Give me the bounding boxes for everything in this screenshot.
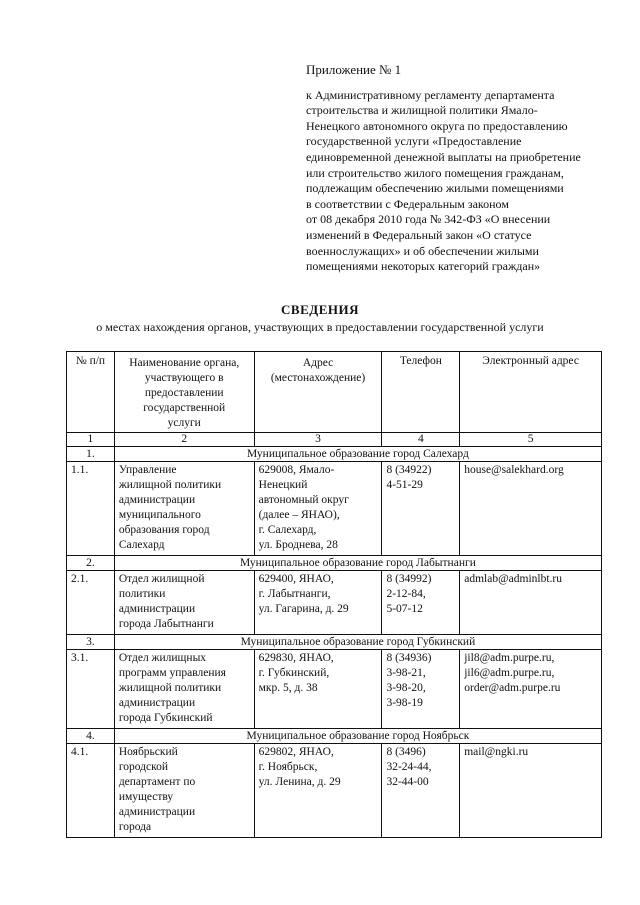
appendix-line: помещениями некоторых категорий граждан» [306,259,541,274]
appendix-line: от 08 декабря 2010 года № 342-ФЗ «О внесении [306,212,551,227]
agency-address [254,462,382,556]
agency-phone-line: 8 (34992) [386,573,432,585]
agency-phone-line: 3-98-19 [386,697,423,709]
appendix-line: изменений в Федеральный закон «О статусе [306,227,532,242]
agency-phone-line: 8 (34936) [386,652,432,664]
agency-address-line: ул. Гагарина, д. 29 [258,603,349,615]
agency-address-line: 629830, ЯНАО, [258,652,334,664]
table-row [67,744,602,838]
agency-name-line: администрации [118,697,196,709]
agency-phone [382,744,460,838]
agency-email [460,744,602,838]
agency-name-line: администрации [118,603,196,615]
agency-name-line: муниципального [118,509,201,521]
agency-address-line: автономный округ [258,494,349,506]
agency-name [114,462,254,556]
row-number: 3.1. [67,650,115,729]
appendix-block [306,62,606,275]
agency-phone-line: 32-24-44, [386,761,432,773]
column-number: 4 [382,433,460,447]
agency-phone [382,462,460,556]
agency-phone-line: 8 (34922) [386,464,432,476]
agency-email-line: house@salekhard.org [464,464,564,476]
agency-address-line: (далее – ЯНАО), [258,509,340,521]
row-number: 2.1. [67,571,115,635]
appendix-title: Приложение № 1 [306,62,402,77]
agency-address-line: г. Ноябрьск, [258,761,318,773]
agency-email-line: admlab@adminlbt.ru [464,573,563,585]
header-name-line: государственной [143,402,226,414]
agency-name-line: образования город [118,524,210,536]
agency-name-line: администрации [118,806,196,818]
agency-email-line: jil8@adm.purpe.ru, [464,652,555,664]
appendix-line: единовременной денежной выплаты на приобретение [306,149,581,164]
table-row [67,462,602,556]
agency-name-line: политики [118,588,166,600]
agency-address [254,650,382,729]
agency-name [114,650,254,729]
document-heading: СВЕДЕНИЯ [281,302,359,317]
appendix-line: в соответствии с Федеральным законом [306,196,509,211]
agency-email [460,571,602,635]
agency-phone-line: 4-51-29 [386,479,423,491]
table-header-row [67,352,602,433]
section-number: 4. [67,729,115,744]
agency-name-line: Салехард [118,539,165,551]
agency-email-line: order@adm.purpe.ru [464,682,561,694]
agencies-table [66,351,602,838]
appendix-line: Ненецкого автономного округа по предоставлению [306,118,568,133]
agency-name-line: администрации [118,494,196,506]
agency-phone-line: 3-98-21, [386,667,426,679]
agency-address-line: мкр. 5, д. 38 [258,682,318,694]
agency-name-line: Отдел жилищной [118,573,205,585]
header-name-line: предоставлении [144,387,224,399]
row-number: 1.1. [67,462,115,556]
section-row [67,635,602,650]
header-name-line: услуги [167,417,201,429]
appendix-line: строительства и жилищной политики Ямало- [306,103,538,118]
agency-email-line: mail@ngki.ru [464,746,529,758]
section-row [67,556,602,571]
header-email: Электронный адрес [460,352,602,433]
agency-name-line: Управление [118,464,177,476]
document-subheading: о местах нахождения органов, участвующих в предоставлении государственной услуги [96,320,544,334]
header-address-line: (местонахождение) [270,372,366,384]
agency-address-line: 629400, ЯНАО, [258,573,334,585]
agency-name [114,744,254,838]
agency-address-line: ул. Ленина, д. 29 [258,776,341,788]
header-name-line: Наименование органа, [129,357,240,369]
appendix-line: государственной услуги «Предоставление [306,134,522,149]
agency-name-line: программ управления [118,667,226,679]
agency-name-line: имуществу [118,791,174,803]
agency-phone-line: 2-12-84, [386,588,426,600]
agency-name-line: жилищной политики [118,479,222,491]
agency-address-line: г. Губкинский, [258,667,330,679]
appendix-text [306,88,606,275]
header-address [254,352,382,433]
agency-name-line: города Лабытнанги [118,618,214,630]
section-title: Муниципальное образование город Салехард [114,447,601,462]
agency-address-line: Ненецкий [258,479,308,491]
agency-phone-line: 5-07-12 [386,603,423,615]
agency-address [254,571,382,635]
appendix-line: к Административному регламенту департамента [306,87,555,102]
agency-email-line: jil6@adm.purpe.ru, [464,667,555,679]
agency-address [254,744,382,838]
section-number: 2. [67,556,115,571]
agency-address-line: ул. Броднева, 28 [258,539,338,551]
agency-name-line: города [118,821,152,833]
agency-name-line: Отдел жилищных [118,652,207,664]
header-phone: Телефон [382,352,460,433]
column-number: 2 [114,433,254,447]
agency-address-line: 629802, ЯНАО, [258,746,334,758]
table-row [67,571,602,635]
agency-name-line: городской [118,761,169,773]
agency-email [460,462,602,556]
agency-phone [382,571,460,635]
agency-name-line: жилищной политики [118,682,222,694]
section-row [67,447,602,462]
appendix-line: подлежащим обеспечению жилыми помещениями [306,181,564,196]
table-row [67,650,602,729]
agency-phone [382,650,460,729]
agency-address-line: г. Лабытнанги, [258,588,331,600]
section-title: Муниципальное образование город Губкинский [114,635,601,650]
section-row [67,729,602,744]
section-number: 1. [67,447,115,462]
column-number-row [67,433,602,447]
section-number: 3. [67,635,115,650]
section-title: Муниципальное образование город Лабытнанги [114,556,601,571]
agency-name [114,571,254,635]
agency-phone-line: 8 (3496) [386,746,426,758]
column-number: 1 [67,433,115,447]
agency-email [460,650,602,729]
agency-phone-line: 32-44-00 [386,776,429,788]
header-num: № п/п [67,352,115,433]
column-number: 5 [460,433,602,447]
column-number: 3 [254,433,382,447]
agency-phone-line: 3-98-20, [386,682,426,694]
agency-name-line: Ноябрьский [118,746,178,758]
section-title: Муниципальное образование город Ноябрьск [114,729,601,744]
header-name [114,352,254,433]
agency-name-line: департамент по [118,776,196,788]
header-name-line: участвующего в [144,372,224,384]
agency-address-line: 629008, Ямало- [258,464,335,476]
agency-address-line: г. Салехард, [258,524,317,536]
agency-name-line: города Губкинский [118,712,213,724]
header-address-line: Адрес [302,357,334,369]
appendix-line: военнослужащих» и об обеспечении жилыми [306,243,539,258]
appendix-line: или строительство жилого помещения гражданам, [306,165,564,180]
row-number: 4.1. [67,744,115,838]
